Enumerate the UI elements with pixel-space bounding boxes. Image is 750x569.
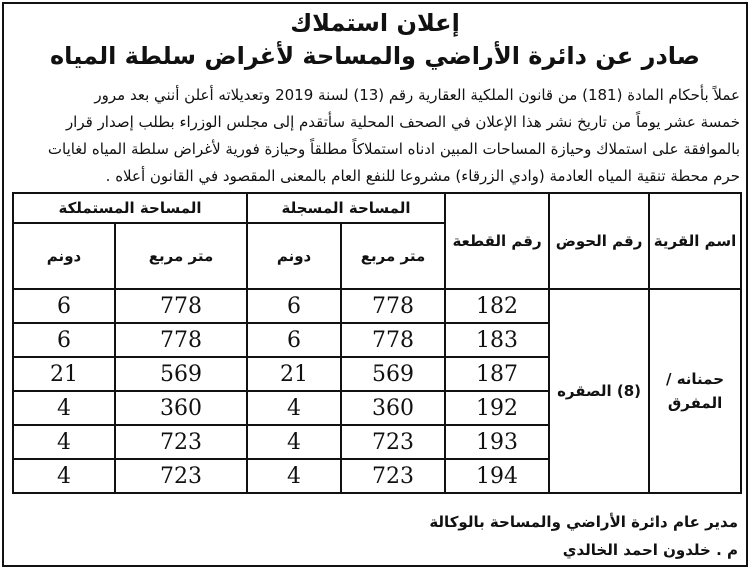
village-name: حمنانه / [666,370,725,388]
village-cell [649,289,741,493]
acq-dunum-cell: 4 [13,391,115,425]
parcels-table [12,192,742,494]
plot-cell: 183 [445,323,549,357]
header-acquired-sqm: متر مربع [115,223,247,289]
table-row [13,289,741,323]
reg-dunum-cell: 6 [247,289,341,323]
notice-subtitle: صادر عن دائرة الأراضي والمساحة لأغراض سلطة المياه [50,42,700,70]
reg-dunum-cell: 4 [247,391,341,425]
reg-sqm-cell: 723 [341,459,445,493]
village-district: المفرق [667,394,723,412]
plot-cell: 187 [445,357,549,391]
acq-dunum-cell: 4 [13,459,115,493]
header-basin: رقم الحوض [549,193,649,289]
plot-cell: 182 [445,289,549,323]
reg-dunum-cell: 6 [247,323,341,357]
acq-sqm-cell: 723 [115,459,247,493]
header-registered-area: المساحة المسجلة [247,193,445,223]
reg-dunum-cell: 21 [247,357,341,391]
signature-position: مدير عام دائرة الأراضي والمساحة بالوكالة [429,513,738,531]
header-registered-sqm: متر مربع [341,223,445,289]
acq-sqm-cell: 778 [115,323,247,357]
reg-sqm-cell: 569 [341,357,445,391]
reg-dunum-cell: 4 [247,459,341,493]
body-line: عملاً بأحكام المادة (181) من قانون الملكية العقارية رقم (13) لسنة 2019 وتعديلاته أعلن أنني بعد مرور [94,86,740,104]
header-plot: رقم القطعة [445,193,549,289]
reg-sqm-cell: 778 [341,289,445,323]
notice-title: إعلان استملاك [290,9,460,37]
reg-sqm-cell: 723 [341,425,445,459]
signature-name: م . خلدون احمد الخالدي [562,541,738,559]
notice-body [10,82,740,190]
reg-dunum-cell: 4 [247,425,341,459]
body-line: حرم محطة تنقية المياه العادمة (وادي الزرقاء) مشروعا للنفع العام بالمعنى المقصود في القانون أعلاه . [105,167,740,185]
header-acquired-dunum: دونم [13,223,115,289]
acq-dunum-cell: 4 [13,425,115,459]
acq-sqm-cell: 360 [115,391,247,425]
reg-sqm-cell: 360 [341,391,445,425]
acq-dunum-cell: 6 [13,289,115,323]
plot-cell: 194 [445,459,549,493]
acquisition-notice [2,2,748,567]
basin-cell: (8) الصقره [549,289,649,493]
reg-sqm-cell: 778 [341,323,445,357]
plot-cell: 192 [445,391,549,425]
body-line: خمسة عشر يوماً من تاريخ نشر هذا الإعلان في الصحف المحلية سأتقدم إلى مجلس الوزراء بطلب إصدار قرار [65,113,740,131]
acq-sqm-cell: 778 [115,289,247,323]
header-acquired-area: المساحة المستملكة [13,193,247,223]
acq-dunum-cell: 21 [13,357,115,391]
body-line: بالموافقة على استملاك وحيازة المساحات المبين ادناه استملاكاً مطلقاً وحيازة فورية لأغراض سلطة المياه لغايات [47,140,740,158]
header-registered-dunum: دونم [247,223,341,289]
plot-cell: 193 [445,425,549,459]
acq-sqm-cell: 569 [115,357,247,391]
acq-dunum-cell: 6 [13,323,115,357]
header-village: اسم القرية [649,193,741,289]
acq-sqm-cell: 723 [115,425,247,459]
